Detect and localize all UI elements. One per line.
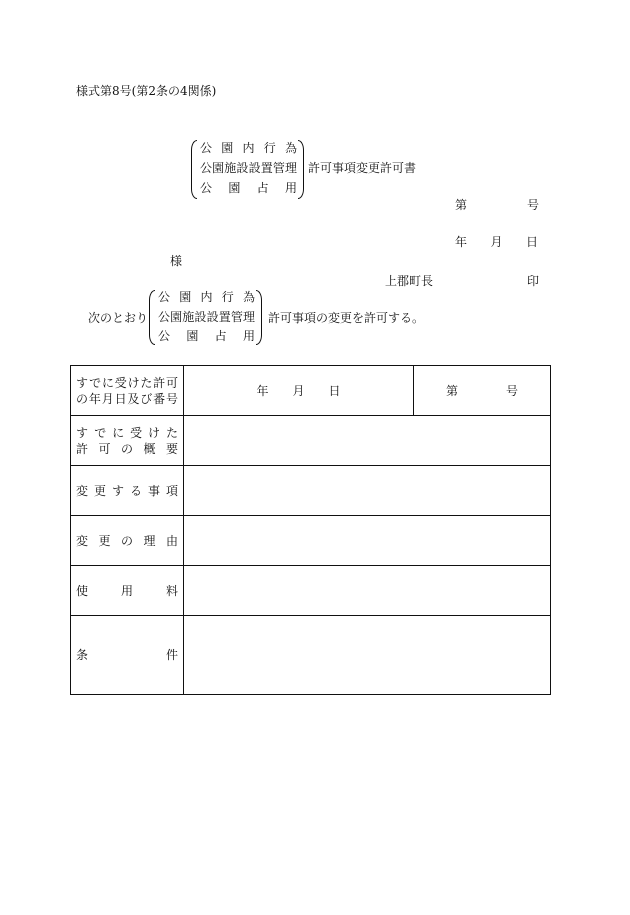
prior-permit-summary-label-line: すでに受けた: [76, 425, 178, 440]
document-number-suffix: 号: [526, 198, 539, 212]
heading-suffix: 許可事項変更許可書: [308, 161, 417, 175]
prior-permit-number: [446, 384, 518, 398]
form-number: 様式第8号(第2条の4関係): [76, 84, 217, 98]
heading-option-park-activity: 公園内行為: [200, 141, 297, 155]
prior-permit-label: [71, 366, 183, 415]
statement-bracket-right: [256, 290, 262, 345]
statement-option-park-activity: 公園内行為: [158, 290, 255, 304]
prior-permit-label-line: の年月日及び番号: [76, 391, 178, 406]
usage-fee-label-text: 使用料: [76, 583, 178, 598]
statement-suffix: 許可事項の変更を許可する。: [268, 311, 425, 325]
issuer-title: 上郡町長: [385, 274, 434, 288]
change-items-label: [71, 466, 183, 515]
conditions-label-text: 条件: [76, 648, 178, 662]
heading-option-park-occupancy: 公園占用: [200, 181, 297, 195]
statement-option-park-occupancy: 公園占用: [158, 329, 255, 343]
prior-permit-label-line: すでに受けた許可: [76, 375, 178, 390]
prior-permit-date-cell: [184, 366, 413, 415]
prior-permit-date-year: 年: [256, 383, 269, 398]
prior-permit-date-month: 月: [292, 383, 305, 398]
change-items-value: [184, 466, 550, 515]
prior-permit-summary-value: [184, 416, 550, 465]
statement-option-facility-installation: 公園施設設置管理: [158, 309, 255, 324]
change-reason-value: [184, 516, 550, 565]
conditions-label: [71, 616, 183, 694]
heading-bracket-right: [298, 140, 304, 199]
issue-date: [455, 235, 538, 249]
permit-statement: [88, 288, 428, 346]
usage-fee-value: [184, 566, 550, 615]
prior-permit-number-cell: [414, 366, 550, 415]
heading-option-facility-installation: 公園施設設置管理: [200, 161, 297, 175]
issuer: [385, 274, 539, 288]
heading-bracket-left: [191, 140, 197, 199]
prior-permit-date-day: 日: [328, 383, 341, 398]
prior-permit-summary-label: [71, 416, 183, 465]
issue-date-month: 月: [490, 235, 503, 249]
statement-lead: 次のとおり: [88, 311, 149, 325]
heading-options: [200, 138, 297, 198]
statement-options: [158, 288, 255, 347]
prior-permit-date: [257, 384, 341, 398]
usage-fee-label: [71, 566, 183, 615]
prior-permit-number-suffix: 号: [505, 383, 518, 398]
change-reason-label-text: 変更の理由: [76, 533, 178, 548]
conditions-value: [184, 616, 550, 694]
prior-permit-number-prefix: 第: [446, 383, 459, 398]
document-number: [455, 198, 539, 212]
document-number-prefix: 第: [455, 198, 468, 212]
document-heading: [191, 138, 417, 200]
statement-bracket-left: [149, 290, 155, 345]
issue-date-year: 年: [455, 235, 468, 249]
prior-permit-summary-label-line: 許可の概要: [76, 441, 178, 456]
issue-date-day: 日: [525, 235, 538, 249]
permit-change-table: [70, 365, 551, 695]
change-reason-label: [71, 516, 183, 565]
addressee-honorific: 様: [170, 254, 183, 268]
change-items-label-text: 変更する事項: [76, 483, 178, 498]
issuer-seal: 印: [526, 274, 539, 288]
